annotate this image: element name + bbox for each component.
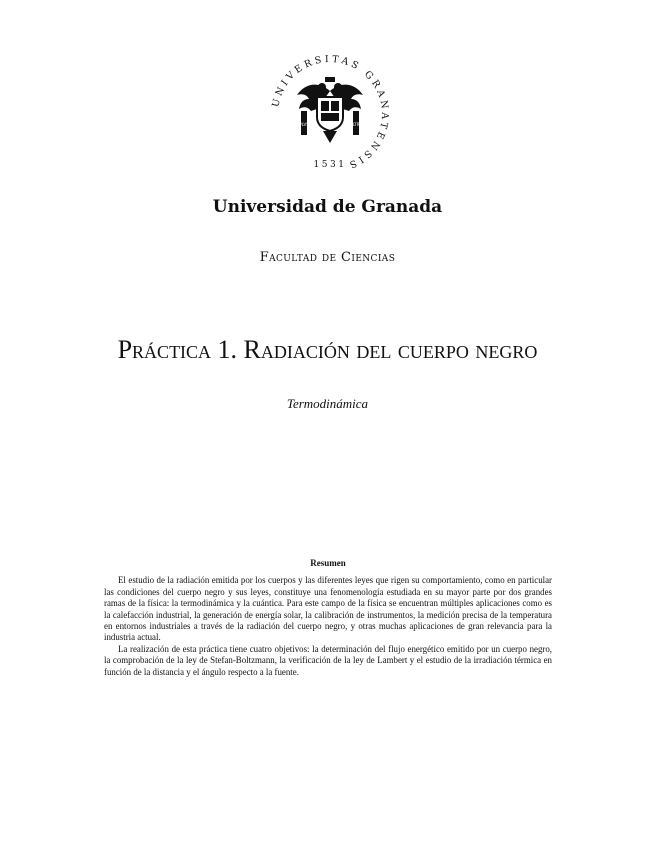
seal-left-label: PLVS bbox=[299, 122, 309, 127]
seal-outer-text: UNIVERSITAS GRANATENSIS bbox=[270, 53, 391, 172]
seal-year: 1531 bbox=[313, 160, 347, 170]
abstract-paragraph: La realización de esta práctica tiene cuatro objetivos: la determinación del flujo energético emitido por un cuerpo negro, la comprobación de la ley de Stefan-Boltzmann, la verificación de la ley de Lambert y el estudio de la irradiación térmica en función de la distancia y el ángulo respecto a la fuente. bbox=[104, 643, 552, 677]
seal-right-label: VLTRA bbox=[349, 122, 363, 127]
abstract-paragraph: El estudio de la radiación emitida por los cuerpos y las diferentes leyes que rigen su comportamiento, como en particular las condiciones del cuerpo negro y sus leyes, constituye una fenomenología estudiada en su mayor parte por dos grandes ramas de la física: la termodinámica y la cuántica. Para este campo de la física se encuentran múltiples aplicaciones como es la calefacción industrial, la generación de energía solar, la calibración de instrumentos, la medición precisa de la temperatura en entornos industriales a través de la radiación del cuerpo negro, y otras muchas aplicaciones de gran relevancia para la industria actual. bbox=[104, 575, 552, 643]
abstract-heading: Resumen bbox=[310, 558, 346, 568]
document-subtitle: Termodinámica bbox=[286, 396, 369, 411]
university-seal-logo bbox=[267, 51, 393, 177]
abstract-section bbox=[104, 558, 552, 678]
university-name: Universidad de Granada bbox=[212, 197, 443, 217]
faculty-name: Facultad de Ciencias bbox=[259, 250, 396, 265]
document-title: Práctica 1. Radiación del cuerpo negro bbox=[117, 335, 538, 364]
